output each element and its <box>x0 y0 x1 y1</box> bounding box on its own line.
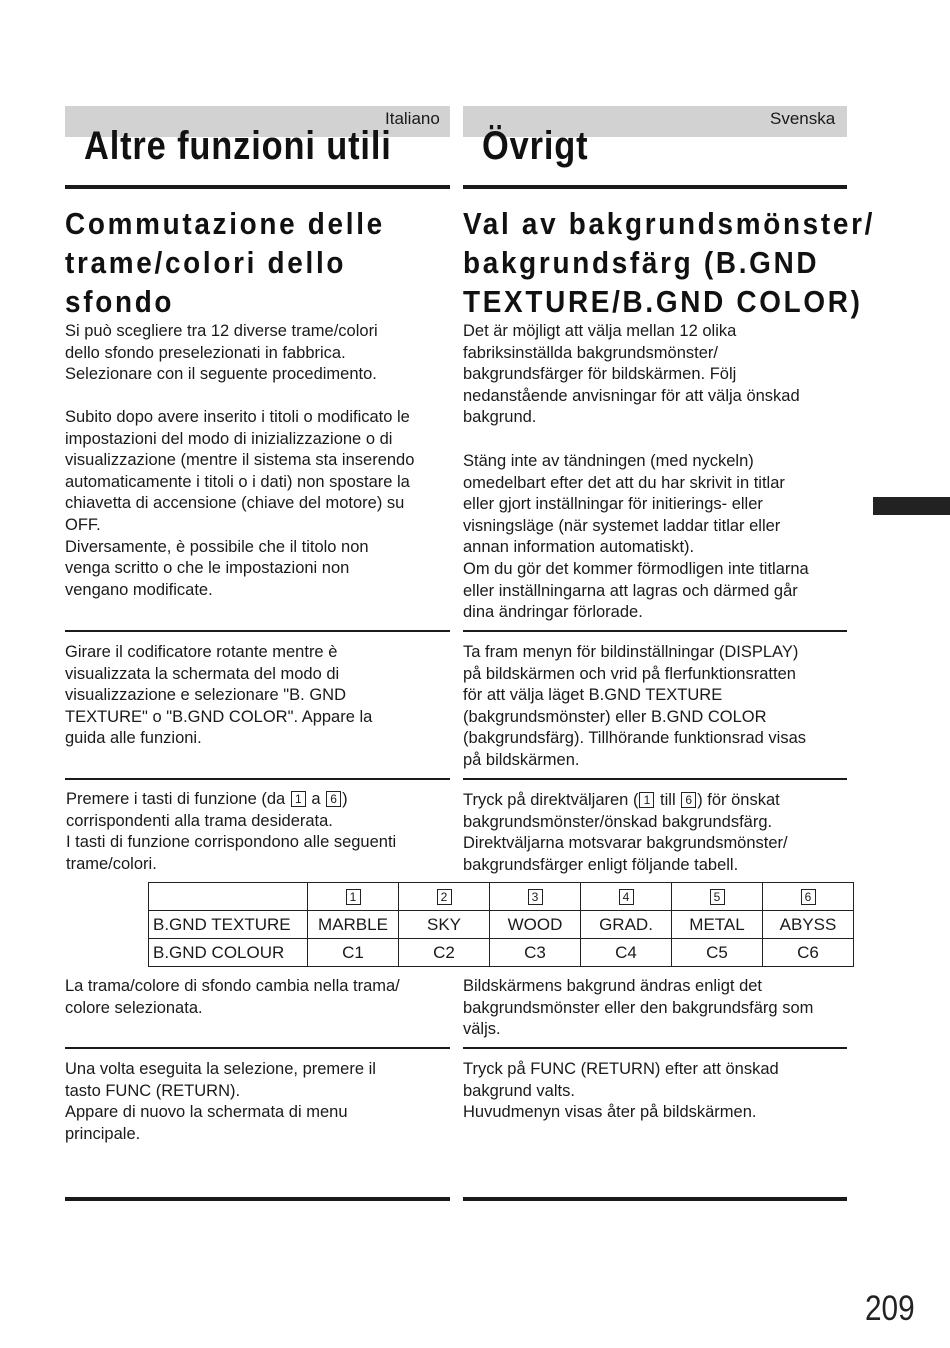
text-line: Huvudmenyn visas åter på bildskärmen. <box>463 1103 757 1122</box>
text-fragment: till <box>655 791 681 809</box>
italian-language-label: Italiano <box>385 109 440 128</box>
italian-step2 <box>66 789 396 875</box>
swedish-step2-rule <box>463 778 847 780</box>
table-cell: C5 <box>672 939 763 967</box>
table-header-cell <box>308 883 399 911</box>
table-cell: C4 <box>581 939 672 967</box>
text-line: bakgrund. <box>463 408 537 427</box>
key-1-icon: 1 <box>639 792 654 808</box>
swedish-warning <box>463 451 809 624</box>
text-line: automaticamente i titoli o i dati) non spostare la <box>65 472 410 491</box>
key-2-icon: 2 <box>437 889 452 905</box>
text-line: Det är möjligt att välja mellan 12 olika <box>463 322 737 340</box>
text-line: Diversamente, è possibile che il titolo non <box>65 537 369 556</box>
text-line: bakgrund valts. <box>463 1081 575 1100</box>
text-fragment: Premere i tasti di funzione (da <box>66 790 290 808</box>
text-fragment: Tryck på direktväljaren ( <box>463 791 639 809</box>
table-header-cell <box>399 883 490 911</box>
key-6-icon: 6 <box>801 889 816 905</box>
table-cell: ABYSS <box>763 911 854 939</box>
text-line: Om du gör det kommer förmodligen inte titlarna <box>463 559 809 578</box>
table-cell: C6 <box>763 939 854 967</box>
key-6-icon: 6 <box>681 792 696 808</box>
swedish-section-title-line: bakgrundsfärg (B.GND <box>463 245 820 280</box>
swedish-step1 <box>463 642 806 772</box>
key-1-icon: 1 <box>291 791 306 807</box>
table-row-label: B.GND COLOUR <box>149 939 308 967</box>
text-fragment: ) <box>342 790 348 808</box>
text-line: tasto FUNC (RETURN). <box>65 1081 241 1100</box>
key-3-icon: 3 <box>528 889 543 905</box>
text-line: annan information automatiskt). <box>463 538 695 557</box>
text-line: Una volta eseguita la selezione, premere il <box>65 1060 376 1078</box>
text-line: fabriksinställda bakgrundsmönster/ <box>463 343 718 362</box>
italian-step2-rule <box>65 778 450 780</box>
table-cell: C3 <box>490 939 581 967</box>
table-header-cell <box>581 883 672 911</box>
text-line: (bakgrundsfärg). Tillhörande funktionsrad visas <box>463 729 807 748</box>
text-line <box>463 790 788 812</box>
table-header-cell <box>763 883 854 911</box>
text-line: för att välja läget B.GND TEXTURE <box>463 686 723 705</box>
table-cell: GRAD. <box>581 911 672 939</box>
italian-step1 <box>65 642 372 750</box>
key-4-icon: 4 <box>619 889 634 905</box>
text-line: principale. <box>65 1124 141 1143</box>
table-header-cell <box>490 883 581 911</box>
text-line: OFF. <box>65 515 101 534</box>
text-line: visningsläge (när systemet laddar titlar eller <box>463 516 781 535</box>
swedish-step4-rule <box>463 1047 847 1049</box>
swedish-section-title-line: TEXTURE/B.GND COLOR) <box>463 284 863 319</box>
table-row-label: B.GND TEXTURE <box>149 911 308 939</box>
text-line: La trama/colore di sfondo cambia nella trama/ <box>65 977 400 995</box>
table-cell: C2 <box>399 939 490 967</box>
text-line: bakgrundsmönster eller den bakgrundsfärg som <box>463 998 814 1017</box>
text-line: vengano modificate. <box>65 580 213 599</box>
text-line: bakgrundsfärger enligt följande tabell. <box>463 855 739 874</box>
section-tab-marker <box>873 497 950 515</box>
italian-step1-rule <box>65 630 450 632</box>
table-header-row <box>149 883 854 911</box>
text-line: visualizzazione e selezionare "B. GND <box>65 686 346 705</box>
text-line: guida alle funzioni. <box>65 729 202 748</box>
text-line: I tasti di funzione corrispondono alle seguenti <box>66 833 397 852</box>
italian-warning <box>65 407 414 601</box>
text-line: Girare il codificatore rotante mentre è <box>65 643 338 661</box>
swedish-step3 <box>463 976 813 1041</box>
text-line: TEXTURE" o "B.GND COLOR". Appare la <box>65 707 373 726</box>
table-row <box>149 911 854 939</box>
table-row <box>149 939 854 967</box>
text-line: Tryck på FUNC (RETURN) efter att önskad <box>463 1060 779 1078</box>
swedish-step4 <box>463 1059 779 1124</box>
text-line: omedelbart efter det att du har skrivit in titlar <box>463 473 785 492</box>
page-number: 209 <box>865 1289 915 1328</box>
key-6-icon: 6 <box>326 791 341 807</box>
text-line: bakgrundsfärger för bildskärmen. Följ <box>463 365 737 384</box>
text-line: Subito dopo avere inserito i titoli o modificato le <box>65 408 410 426</box>
text-line: på bildskärmen. <box>463 750 580 769</box>
text-line: eller inställningarna att lagras och därmed går <box>463 581 798 600</box>
text-line: bakgrundsmönster/önskad bakgrundsfärg. <box>463 812 773 831</box>
table-corner-cell <box>149 883 308 911</box>
text-line: väljs. <box>463 1020 501 1039</box>
italian-section-title-line: sfondo <box>65 284 175 319</box>
italian-bottom-rule <box>65 1197 450 1201</box>
italian-intro <box>65 321 378 386</box>
text-line: eller gjort inställningar för initierings- eller <box>463 495 763 514</box>
swedish-title-rule <box>463 185 847 189</box>
text-line: trame/colori. <box>66 854 157 873</box>
text-line: corrispondenti alla trama desiderata. <box>66 811 333 830</box>
swedish-section-title-line: Val av bakgrundsmönster/ <box>463 206 876 241</box>
text-line: Stäng inte av tändningen (med nyckeln) <box>463 452 754 470</box>
text-line: colore selezionata. <box>65 998 203 1017</box>
table-cell: C1 <box>308 939 399 967</box>
table-cell: MARBLE <box>308 911 399 939</box>
text-fragment: a <box>306 790 326 808</box>
italian-page-title: Altre funzioni utili <box>84 124 392 168</box>
table-cell: WOOD <box>490 911 581 939</box>
italian-title-rule <box>65 185 450 189</box>
text-line: Selezionare con il seguente procedimento. <box>65 365 377 384</box>
text-line: visualizzazione (mentre il sistema sta inserendo <box>65 451 415 470</box>
text-line: Appare di nuovo la schermata di menu <box>65 1103 348 1122</box>
swedish-bottom-rule <box>463 1197 847 1201</box>
italian-section-title-line: Commutazione delle <box>65 206 385 241</box>
swedish-language-label: Svenska <box>770 109 836 128</box>
text-line: dello sfondo preselezionati in fabbrica. <box>65 343 346 362</box>
text-line: dina ändringar förlorade. <box>463 603 643 622</box>
swedish-step2 <box>463 790 788 876</box>
swedish-page-title: Övrigt <box>482 124 589 168</box>
text-fragment: ) för önskat <box>697 791 780 809</box>
text-line: nedanstående anvisningar för att välja önskad <box>463 386 800 405</box>
background-table <box>148 882 854 967</box>
text-line: impostazioni del modo di inizializzazione o di <box>65 429 393 448</box>
table-cell: SKY <box>399 911 490 939</box>
key-1-icon: 1 <box>346 889 361 905</box>
italian-step4 <box>65 1059 376 1145</box>
italian-step3 <box>65 976 400 1019</box>
italian-section-title-line: trame/colori dello <box>65 245 347 280</box>
swedish-step1-rule <box>463 630 847 632</box>
italian-step4-rule <box>65 1047 450 1049</box>
italian-section-title <box>65 204 385 321</box>
table-cell: METAL <box>672 911 763 939</box>
swedish-intro <box>463 321 800 429</box>
text-line: Bildskärmens bakgrund ändras enligt det <box>463 977 763 995</box>
swedish-section-title <box>463 204 875 321</box>
text-line: Si può scegliere tra 12 diverse trame/colori <box>65 322 378 340</box>
text-line: visualizzata la schermata del modo di <box>65 664 340 683</box>
table-header-cell <box>672 883 763 911</box>
key-5-icon: 5 <box>710 889 725 905</box>
text-line: Ta fram menyn för bildinställningar (DISPLAY) <box>463 643 799 661</box>
text-line: Direktväljarna motsvarar bakgrundsmönster/ <box>463 834 788 853</box>
text-line: på bildskärmen och vrid på flerfunktionsratten <box>463 664 796 683</box>
text-line <box>66 789 396 811</box>
text-line: venga scritto o che le impostazioni non <box>65 559 350 578</box>
text-line: chiavetta di accensione (chiave del motore) su <box>65 494 405 513</box>
text-line: (bakgrundsmönster) eller B.GND COLOR <box>463 707 767 726</box>
